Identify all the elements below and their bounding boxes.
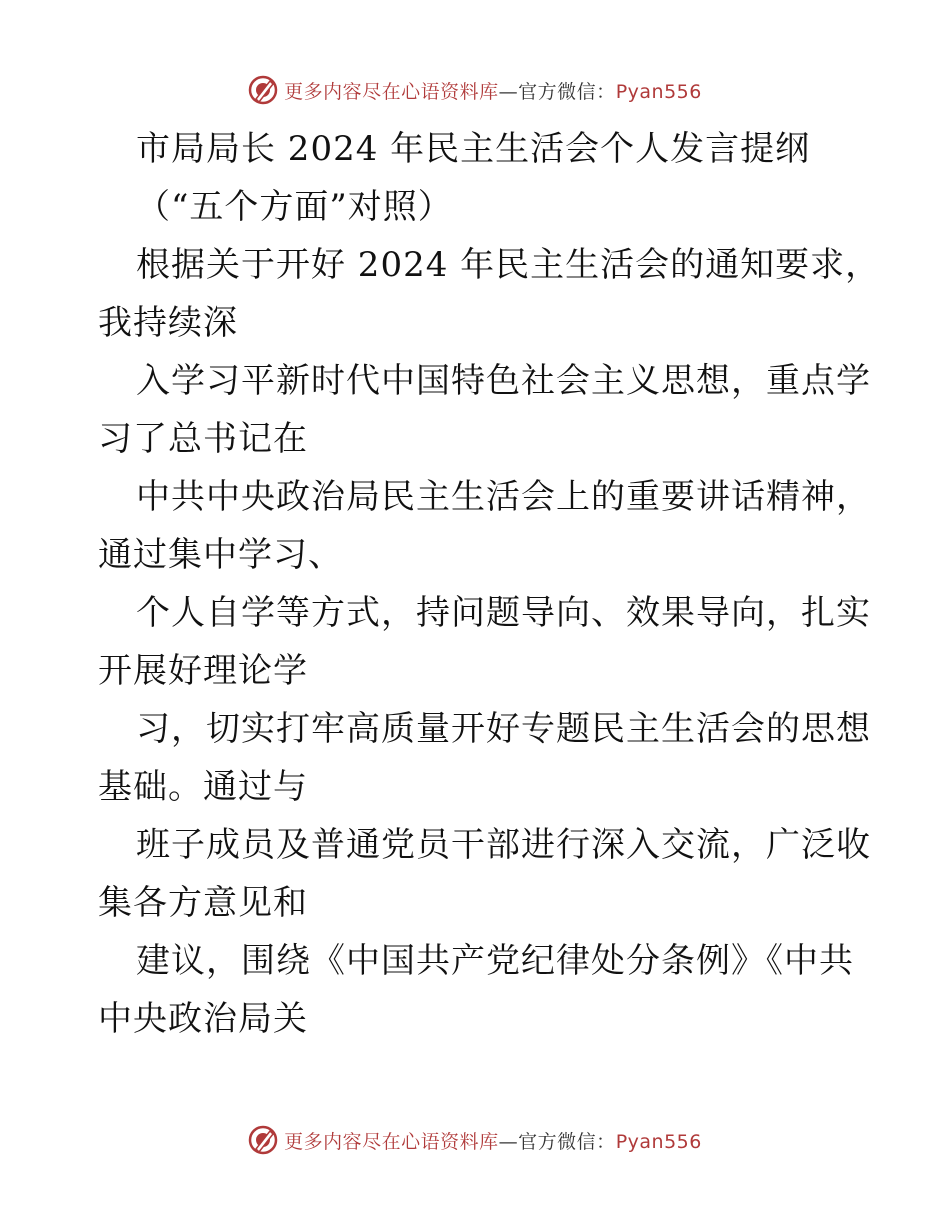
body-line: 中央政治局关 (98, 999, 308, 1039)
body-line: 中共中央政治局民主生活会上的重要讲话精神， (136, 477, 871, 517)
body-line: 根据关于开好 2024 年民主生活会的通知要求， (136, 245, 881, 285)
body-line: 集各方意见和 (98, 883, 308, 923)
header-watermark (0, 70, 950, 110)
watermark-label: 官方微信： (518, 80, 616, 103)
watermark-text (284, 1127, 702, 1154)
body-line: 基础。通过与 (98, 767, 308, 807)
footer-watermark (0, 1120, 950, 1160)
watermark-site: 更多内容尽在心语资料库 (284, 80, 499, 103)
watermark-id: Pyan556 (615, 80, 702, 103)
watermark-site: 更多内容尽在心语资料库 (284, 1130, 499, 1153)
body-line: 入学习平新时代中国特色社会主义思想，重点学 (136, 361, 871, 401)
body-line: 班子成员及普通党员干部进行深入交流，广泛收 (136, 825, 871, 865)
watermark-label: 官方微信： (518, 1130, 616, 1153)
body-line: 习了总书记在 (98, 419, 308, 459)
watermark-separator: — (498, 80, 519, 103)
watermark-separator: — (498, 1130, 519, 1153)
document-title: 市局局长 2024 年民主生活会个人发言提纲 (136, 129, 811, 169)
body-line: 通过集中学习、 (98, 535, 343, 575)
body-line: 我持续深 (98, 303, 238, 343)
body-line: 习，切实打牢高质量开好专题民主生活会的思想 (136, 709, 871, 749)
body-line: 个人自学等方式，持问题导向、效果导向，扎实 (136, 593, 871, 633)
watermark-id: Pyan556 (615, 1130, 702, 1153)
pen-logo-icon (248, 1125, 278, 1155)
document-subtitle: （“五个方面”对照） (136, 187, 453, 227)
body-line: 开展好理论学 (98, 651, 308, 691)
document-body (98, 120, 881, 1048)
pen-logo-icon (248, 75, 278, 105)
body-line: 建议，围绕《中国共产党纪律处分条例》《中共 (136, 941, 854, 981)
watermark-text (284, 77, 702, 104)
